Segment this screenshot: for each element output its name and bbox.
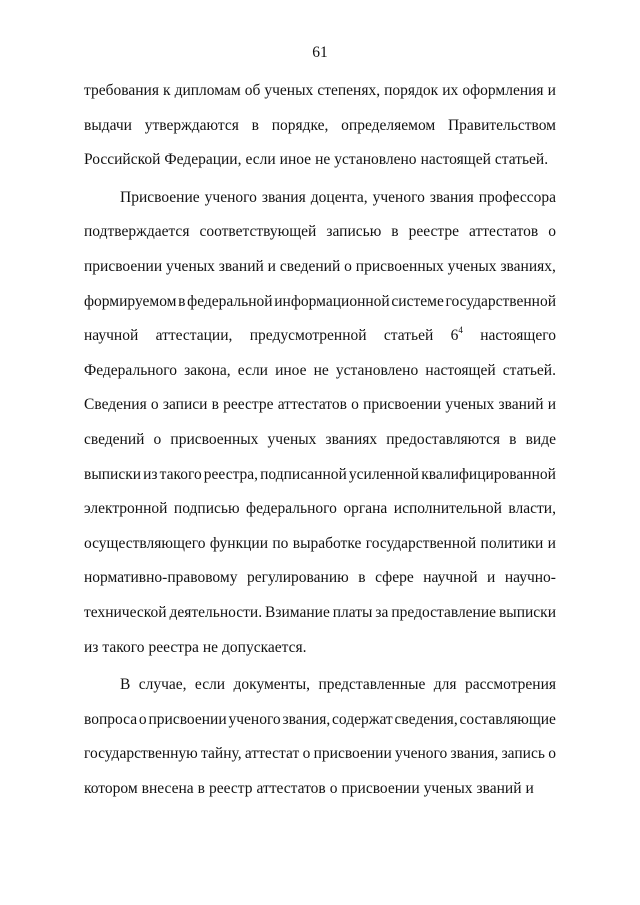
- word: содержат: [332, 710, 393, 728]
- word: платы: [332, 603, 373, 621]
- word: звания: [261, 188, 306, 206]
- word: подписью: [173, 500, 240, 518]
- text-line: [84, 601, 556, 636]
- word: присвоении: [148, 710, 227, 728]
- word: виде: [525, 430, 556, 448]
- word: реестре: [408, 223, 459, 241]
- word: ученого: [204, 188, 257, 206]
- word: звания,: [450, 745, 499, 763]
- word: функции: [209, 534, 268, 552]
- word: предоставляются: [386, 430, 501, 448]
- word: такого: [102, 638, 145, 656]
- word: званиях,: [500, 257, 556, 275]
- word: и: [525, 779, 534, 797]
- word: записью: [326, 223, 382, 241]
- word: государственной: [365, 534, 477, 552]
- word: деятельности.: [169, 603, 263, 621]
- word: Федерации,: [164, 151, 242, 169]
- word: присвоении: [313, 745, 392, 763]
- word: реестре: [223, 396, 274, 414]
- word: присвоенных: [170, 430, 259, 448]
- word: реестра: [148, 638, 199, 656]
- word: Взимание: [265, 603, 330, 621]
- text-line: [84, 673, 556, 708]
- word: в: [358, 569, 366, 587]
- word: статьей.: [502, 361, 556, 379]
- word: предусмотренной: [249, 327, 367, 345]
- text-line: [84, 742, 556, 777]
- word: присвоении: [84, 257, 163, 275]
- word: Российской: [84, 151, 161, 169]
- word: исполнительной: [393, 500, 502, 518]
- word: документы,: [233, 676, 311, 694]
- word: подтверждается: [84, 223, 190, 241]
- word: за: [375, 603, 389, 621]
- word: званий: [498, 396, 544, 414]
- text-line: [84, 324, 556, 359]
- word: федеральной: [187, 292, 273, 310]
- word: квалифицированной: [421, 465, 556, 483]
- word: соответствующей: [199, 223, 317, 241]
- word: В: [120, 676, 131, 694]
- word: выработке: [292, 534, 362, 552]
- word: иное: [279, 151, 312, 169]
- word: доцента,: [310, 188, 368, 206]
- word: настоящей: [425, 361, 496, 379]
- word: реестр: [208, 779, 253, 797]
- word: составляющие: [459, 710, 556, 728]
- word: дипломам: [174, 82, 241, 99]
- word: осуществляющего: [84, 534, 206, 552]
- text-line: [84, 359, 556, 394]
- word: ученых: [166, 257, 215, 275]
- word: определяемом: [341, 116, 436, 134]
- word: требования: [84, 82, 159, 99]
- word: выдачи: [84, 116, 132, 134]
- text-line: [84, 255, 556, 290]
- word: случае,: [138, 676, 187, 694]
- word: Сведения: [84, 396, 147, 414]
- word: присвоении: [363, 396, 442, 414]
- word: ученых: [445, 396, 495, 414]
- word: если: [237, 361, 268, 379]
- word: научной: [84, 327, 139, 345]
- word: настоящей: [420, 151, 491, 169]
- word: регулированию: [246, 569, 349, 587]
- text-line: [84, 393, 556, 428]
- superscript: 4: [458, 325, 463, 336]
- word: звания,: [282, 710, 331, 728]
- word: аттестатов: [277, 396, 347, 414]
- body-text: [84, 79, 556, 811]
- word: ученых: [264, 82, 314, 99]
- word: представленные: [318, 676, 426, 694]
- word: если: [245, 151, 276, 169]
- text-line: [84, 566, 556, 601]
- word: в: [251, 116, 259, 134]
- word: ученого: [372, 188, 425, 206]
- word: о: [153, 430, 162, 448]
- word: аттестатов: [256, 779, 326, 797]
- word: звания: [429, 188, 474, 206]
- word: ученого: [228, 710, 281, 728]
- word: порядке,: [271, 116, 329, 134]
- word: если: [194, 676, 226, 694]
- word: аттестации,: [155, 327, 233, 345]
- word: вопроса: [84, 710, 138, 728]
- word: Присвоение: [120, 188, 200, 206]
- word: присвоенных: [355, 257, 444, 275]
- word: и: [547, 534, 556, 552]
- word: из: [84, 638, 99, 656]
- word: иное: [275, 361, 307, 379]
- word: в: [211, 396, 219, 414]
- word: выписки: [84, 465, 142, 483]
- word: о: [548, 223, 556, 241]
- text-line: [84, 186, 556, 221]
- word: котором: [84, 779, 138, 797]
- text-line: [84, 220, 556, 255]
- word: политики: [480, 534, 544, 552]
- text-line: [84, 79, 556, 114]
- word: из: [143, 465, 158, 483]
- word: о: [351, 396, 359, 414]
- word: их: [442, 82, 459, 99]
- word: электронной: [84, 500, 168, 518]
- word: внесена: [141, 779, 194, 797]
- word: и: [547, 396, 556, 414]
- word: о: [150, 396, 159, 414]
- word: ученого: [395, 745, 448, 763]
- word: сведений: [279, 257, 341, 275]
- word: утверждаются: [144, 116, 239, 134]
- text-line: [84, 148, 556, 183]
- word: званий: [218, 257, 264, 275]
- word: в: [391, 223, 399, 241]
- word: не: [313, 361, 329, 379]
- word: усиленной: [348, 465, 420, 483]
- word: не: [315, 151, 331, 169]
- word: аттестат: [244, 745, 300, 763]
- text-line: [84, 428, 556, 463]
- word: степенях,: [317, 82, 381, 99]
- word: о: [329, 779, 338, 797]
- word: ученых: [447, 257, 497, 275]
- word: об: [244, 82, 261, 99]
- word: статьей: [383, 327, 434, 345]
- word: рассмотрения: [464, 676, 556, 694]
- word: званий: [476, 779, 522, 797]
- word: реестра,: [203, 465, 259, 483]
- word: о: [138, 710, 147, 728]
- word: к: [163, 82, 171, 99]
- text-line: [84, 290, 556, 325]
- word: в: [197, 779, 205, 797]
- word: научной: [423, 569, 478, 587]
- word: научно-: [504, 569, 556, 587]
- text-line: [84, 777, 556, 812]
- word: профессора: [478, 188, 556, 206]
- word: технической: [84, 603, 167, 621]
- word: о: [344, 257, 352, 275]
- word: о: [302, 745, 311, 763]
- text-line: [84, 497, 556, 532]
- text-line: [84, 636, 556, 671]
- word: закона,: [184, 361, 231, 379]
- word: информационной: [274, 292, 390, 310]
- word: и: [547, 82, 556, 99]
- word: федерального: [246, 500, 337, 518]
- text-line: [84, 532, 556, 567]
- word: такого: [159, 465, 202, 483]
- word: государственную: [84, 745, 198, 763]
- text-line: [84, 463, 556, 498]
- word: в: [509, 430, 517, 448]
- word: ученых: [423, 779, 473, 797]
- word: подписанной: [260, 465, 347, 483]
- word: сфере: [375, 569, 414, 587]
- word: по: [272, 534, 289, 552]
- text-line: [84, 114, 556, 149]
- word: настоящего: [480, 327, 556, 345]
- word: и: [267, 257, 276, 275]
- word: ученых: [267, 430, 317, 448]
- word: нормативно-правовому: [84, 569, 238, 587]
- word: сведений: [84, 430, 145, 448]
- word: системе: [391, 292, 444, 310]
- word: порядок: [384, 82, 439, 99]
- word: запись: [501, 745, 545, 763]
- word: статьей.: [494, 151, 549, 169]
- page-number: 61: [312, 44, 328, 61]
- word: записи: [162, 396, 208, 414]
- word: тайну,: [201, 745, 242, 763]
- word: оформления: [462, 82, 544, 99]
- word: выписки: [498, 603, 556, 621]
- word: сведения,: [394, 710, 458, 728]
- word: власти,: [508, 500, 556, 518]
- word: Федерального: [84, 361, 178, 379]
- word: присвоении: [341, 779, 420, 797]
- word: предоставление: [391, 603, 497, 621]
- word: в: [178, 292, 186, 310]
- word: для: [433, 676, 457, 694]
- word: и: [487, 569, 496, 587]
- word: $6^4$: [450, 325, 463, 345]
- word: аттестатов: [468, 223, 539, 241]
- word: формируемом: [84, 292, 177, 310]
- word: органа: [343, 500, 388, 518]
- word: Правительством: [447, 116, 556, 134]
- word: установлено: [334, 151, 417, 169]
- word: званиях: [325, 430, 378, 448]
- word: о: [548, 745, 556, 763]
- text-line: [84, 708, 556, 743]
- word: допускается.: [222, 638, 307, 656]
- word: не: [202, 638, 219, 656]
- word: государственной: [445, 292, 556, 310]
- word: установлено: [335, 361, 419, 379]
